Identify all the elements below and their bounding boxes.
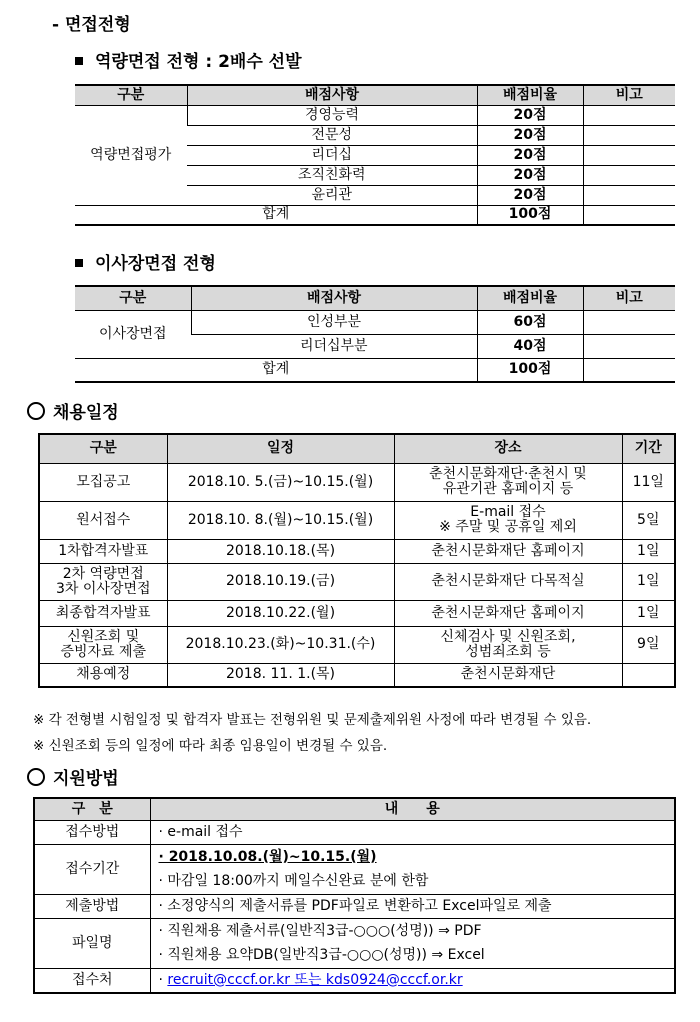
- schedule-item: 2차 역량면접 3차 이사장면접: [39, 563, 167, 600]
- schedule-title-text: 채용일정: [53, 403, 119, 423]
- note-cell: [583, 185, 675, 205]
- subsection-title-text: 역량면접 전형 : 2배수 선발: [95, 52, 302, 72]
- group-cell: 역량면접평가: [75, 105, 187, 205]
- total-label: 합계: [75, 205, 477, 225]
- dest-value: [150, 968, 675, 993]
- schedule-duration: 5일: [622, 501, 675, 539]
- schedule-item: 원서접수: [39, 501, 167, 539]
- note-cell: [583, 165, 675, 185]
- note-line: ※ 신원조회 등의 일정에 따라 최종 임용일이 변경될 수 있음.: [33, 738, 388, 754]
- subsection-title-competency: [75, 47, 302, 72]
- item-cell: 리더십부분: [191, 334, 477, 358]
- schedule-place: 춘천시문화재단 홈페이지: [394, 600, 622, 626]
- filename-pdf: · 직원채용 제출서류(일반직3급-○○○(성명)) ⇒ PDF: [158, 923, 482, 939]
- schedule-duration: 11일: [622, 463, 675, 501]
- row-label: 파일명: [34, 918, 150, 968]
- schedule-item: 신원조회 및 증빙자료 제출: [39, 626, 167, 663]
- schedule-item: 최종합격자발표: [39, 600, 167, 626]
- note-line: ※ 각 전형별 시험일정 및 합격자 발표는 전형위원 및 문제출제위원 사정에 따라 변경될 수 있음.: [33, 712, 592, 728]
- note-cell: [583, 205, 675, 225]
- filename-value: [150, 918, 675, 968]
- col-header: 비고: [583, 286, 675, 310]
- item-cell: 리더십: [187, 145, 477, 165]
- col-header: 구분: [39, 434, 167, 463]
- schedule-item: 모집공고: [39, 463, 167, 501]
- col-header: 기간: [622, 434, 675, 463]
- col-header: 배점사항: [187, 85, 477, 105]
- filename-excel: · 직원채용 요약DB(일반직3급-○○○(성명)) ⇒ Excel: [158, 947, 485, 963]
- note-cell: [583, 125, 675, 145]
- schedule-place: 춘천시문화재단 홈페이지: [394, 539, 622, 563]
- row-label: 접수기간: [34, 844, 150, 894]
- total-score: 100점: [477, 358, 583, 382]
- group-cell: 이사장면접: [75, 310, 191, 358]
- application-table: [33, 797, 676, 994]
- score-cell: 20점: [477, 105, 583, 125]
- schedule-place: 춘천시문화재단 다목적실: [394, 563, 622, 600]
- competency-interview-table: [75, 84, 675, 226]
- item-cell: 경영능력: [187, 105, 477, 125]
- schedule-duration: [622, 663, 675, 687]
- col-header: 구분: [75, 286, 191, 310]
- score-cell: 20점: [477, 165, 583, 185]
- col-header: 배점사항: [191, 286, 477, 310]
- row-label: 접수방법: [34, 820, 150, 844]
- score-cell: 20점: [477, 145, 583, 165]
- schedule-duration: 1일: [622, 563, 675, 600]
- table-row: [39, 626, 675, 663]
- period-deadline: · 마감일 18:00까지 메일수신완료 분에 한함: [158, 873, 429, 889]
- col-header: 배점비율: [477, 85, 583, 105]
- col-header: 비고: [583, 85, 675, 105]
- schedule-date: 2018.10.18.(목): [167, 539, 394, 563]
- table-row: [39, 501, 675, 539]
- schedule-place: 춘천시문화재단·춘천시 및 유관기관 홈페이지 등: [394, 463, 622, 501]
- score-cell: 20점: [477, 125, 583, 145]
- section-heading-interview: - 면접전형: [52, 15, 131, 35]
- subsection-title-text: 이사장면접 전형: [95, 254, 216, 274]
- schedule-date: 2018.10. 8.(월)~10.15.(월): [167, 501, 394, 539]
- score-cell: 20점: [477, 185, 583, 205]
- schedule-date: 2018.10.19.(금): [167, 563, 394, 600]
- schedule-heading: [27, 398, 119, 423]
- note-cell: [583, 105, 675, 125]
- item-cell: 인성부분: [191, 310, 477, 334]
- note-cell: [583, 310, 675, 334]
- table-row: [39, 463, 675, 501]
- row-label: 접수처: [34, 968, 150, 993]
- method-value: · e-mail 접수: [150, 820, 675, 844]
- note-cell: [583, 358, 675, 382]
- schedule-duration: 9일: [622, 626, 675, 663]
- email-link[interactable]: recruit@cccf.or.kr 또는 kds0924@cccf.or.kr: [167, 971, 463, 988]
- table-row: [39, 663, 675, 687]
- schedule-date: 2018.10. 5.(금)~10.15.(월): [167, 463, 394, 501]
- circle-bullet-icon: [27, 402, 45, 420]
- schedule-duration: 1일: [622, 539, 675, 563]
- submit-value: · 소정양식의 제출서류를 PDF파일로 변환하고 Excel파일로 제출: [150, 894, 675, 918]
- schedule-place: 춘천시문화재단: [394, 663, 622, 687]
- apply-title-text: 지원방법: [53, 769, 119, 789]
- table-row: [39, 563, 675, 600]
- schedule-date: 2018. 11. 1.(목): [167, 663, 394, 687]
- schedule-date: 2018.10.22.(월): [167, 600, 394, 626]
- schedule-date: 2018.10.23.(화)~10.31.(수): [167, 626, 394, 663]
- schedule-item: 채용예정: [39, 663, 167, 687]
- row-label: 제출방법: [34, 894, 150, 918]
- schedule-table: [38, 433, 676, 688]
- score-cell: 40점: [477, 334, 583, 358]
- note-cell: [583, 145, 675, 165]
- schedule-duration: 1일: [622, 600, 675, 626]
- total-label: 합계: [75, 358, 477, 382]
- col-header: 장소: [394, 434, 622, 463]
- dest-bullet: ·: [158, 971, 168, 988]
- table-row: [39, 600, 675, 626]
- score-cell: 60점: [477, 310, 583, 334]
- circle-bullet-icon: [27, 768, 45, 786]
- table-row: [39, 539, 675, 563]
- note-cell: [583, 334, 675, 358]
- apply-heading: [27, 764, 119, 789]
- period-value: [150, 844, 675, 894]
- col-header: 내 용: [150, 798, 675, 820]
- schedule-place: E-mail 접수 ※ 주말 및 공휴일 제외: [394, 501, 622, 539]
- schedule-item: 1차합격자발표: [39, 539, 167, 563]
- item-cell: 전문성: [187, 125, 477, 145]
- item-cell: 윤리관: [187, 185, 477, 205]
- ceo-interview-table: [75, 285, 675, 383]
- square-bullet-icon: [75, 259, 83, 267]
- subsection-title-ceo: [75, 249, 216, 274]
- col-header: 구 분: [34, 798, 150, 820]
- col-header: 구분: [75, 85, 187, 105]
- total-score: 100점: [477, 205, 583, 225]
- square-bullet-icon: [75, 57, 83, 65]
- schedule-place: 신체검사 및 신원조회, 성범죄조회 등: [394, 626, 622, 663]
- col-header: 배점비율: [477, 286, 583, 310]
- item-cell: 조직친화력: [187, 165, 477, 185]
- period-dates: · 2018.10.08.(월)~10.15.(월): [158, 849, 377, 865]
- col-header: 일정: [167, 434, 394, 463]
